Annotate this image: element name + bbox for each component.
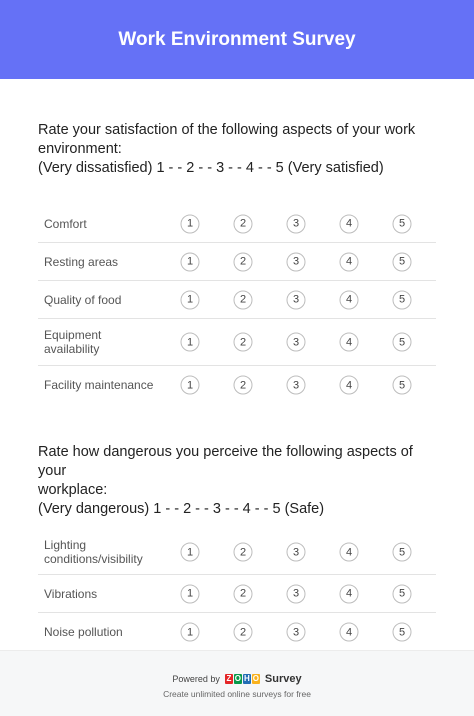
survey-header (0, 0, 474, 79)
matrix-row-equipment-availability (38, 319, 436, 366)
rating-option-4[interactable]: 4 (340, 333, 359, 352)
row-label-line: Comfort (44, 216, 87, 231)
row-label (38, 217, 178, 231)
rating-option-3[interactable]: 3 (287, 333, 306, 352)
zoho-logo (225, 674, 260, 684)
rating-option-5[interactable]: 5 (393, 252, 412, 271)
rating-option-5[interactable]: 5 (393, 376, 412, 395)
rating-option-5[interactable]: 5 (393, 333, 412, 352)
question-1-line-3: (Very dissatisfied) 1 - - 2 - - 3 - - 4 - - 5 (Very satisfied) (38, 160, 384, 176)
row-label-line: Lighting (44, 538, 87, 552)
rating-option-2[interactable]: 2 (234, 376, 253, 395)
footer-tagline[interactable]: Create unlimited online surveys for free (163, 689, 311, 699)
rating-option-4[interactable]: 4 (340, 623, 359, 642)
rating-option-1[interactable]: 1 (181, 252, 200, 271)
survey-title: Work Environment Survey (118, 28, 356, 50)
rating-option-1[interactable]: 1 (181, 333, 200, 352)
row-label-line: conditions/visibility (44, 552, 143, 566)
rating-option-3[interactable]: 3 (287, 584, 306, 603)
rating-option-5[interactable]: 5 (393, 214, 412, 233)
row-label (38, 293, 178, 307)
rating-option-3[interactable]: 3 (287, 214, 306, 233)
rating-option-3[interactable]: 3 (287, 252, 306, 271)
rating-option-1[interactable]: 1 (181, 623, 200, 642)
rating-option-4[interactable]: 4 (340, 290, 359, 309)
question-2-line-2: workplace: (38, 482, 108, 498)
matrix-row-lighting-conditions (38, 530, 436, 575)
zoho-logo-letter: O (234, 674, 242, 683)
survey-footer (0, 650, 474, 716)
row-label-line: Resting areas (44, 254, 119, 269)
rating-option-1[interactable]: 1 (181, 584, 200, 603)
question-1-line-2: environment: (38, 141, 122, 157)
rating-option-3[interactable]: 3 (287, 376, 306, 395)
rating-option-5[interactable]: 5 (393, 543, 412, 562)
row-label (38, 255, 178, 269)
row-label-line: Vibrations (44, 586, 98, 601)
rating-option-4[interactable]: 4 (340, 543, 359, 562)
row-label-line: Facility maintenance (44, 378, 154, 392)
rating-option-2[interactable]: 2 (234, 623, 253, 642)
rating-option-2[interactable]: 2 (234, 333, 253, 352)
rating-option-2[interactable]: 2 (234, 252, 253, 271)
matrix-row-noise-pollution (38, 613, 436, 651)
row-label (38, 625, 178, 639)
row-label (38, 538, 178, 566)
rating-option-3[interactable]: 3 (287, 290, 306, 309)
question-2-matrix (38, 530, 436, 651)
rating-option-3[interactable]: 3 (287, 623, 306, 642)
question-1-line-1: Rate your satisfaction of the following aspects of your work (38, 122, 416, 138)
row-label-line: Quality of food (44, 292, 122, 307)
rating-option-4[interactable]: 4 (340, 376, 359, 395)
rating-option-4[interactable]: 4 (340, 214, 359, 233)
rating-option-1[interactable]: 1 (181, 543, 200, 562)
matrix-row-facility-maintenance (38, 366, 436, 404)
rating-option-2[interactable]: 2 (234, 584, 253, 603)
rating-option-4[interactable]: 4 (340, 252, 359, 271)
matrix-row-comfort (38, 205, 436, 243)
zoho-logo-letter: H (244, 674, 250, 683)
rating-option-5[interactable]: 5 (393, 290, 412, 309)
rating-option-1[interactable]: 1 (181, 214, 200, 233)
row-label (38, 587, 178, 601)
matrix-row-quality-of-food (38, 281, 436, 319)
survey-brand-word: Survey (264, 673, 302, 685)
question-1-text (38, 121, 438, 178)
rating-option-4[interactable]: 4 (340, 584, 359, 603)
question-2-line-3: (Very dangerous) 1 - - 2 - - 3 - - 4 - - 5 (Safe) (38, 501, 325, 517)
row-label (38, 328, 178, 356)
rating-option-2[interactable]: 2 (234, 214, 253, 233)
rating-option-2[interactable]: 2 (234, 290, 253, 309)
question-2-line-1: Rate how dangerous you perceive the following aspects of your (38, 444, 413, 479)
rating-option-1[interactable]: 1 (181, 376, 200, 395)
powered-by-line[interactable] (0, 673, 474, 685)
row-label-line: Equipment (44, 328, 102, 342)
zoho-logo-letter: O (252, 674, 260, 683)
rating-option-5[interactable]: 5 (393, 623, 412, 642)
powered-by-text: Powered by (172, 674, 220, 684)
question-1-matrix (38, 205, 436, 404)
zoho-logo-letter: Z (226, 674, 232, 683)
rating-option-2[interactable]: 2 (234, 543, 253, 562)
row-label-line: availability (44, 342, 100, 356)
rating-option-5[interactable]: 5 (393, 584, 412, 603)
rating-option-1[interactable]: 1 (181, 290, 200, 309)
matrix-row-vibrations (38, 575, 436, 613)
matrix-row-resting-areas (38, 243, 436, 281)
row-label (38, 378, 178, 392)
row-label-line: Noise pollution (44, 625, 123, 639)
question-2-text (38, 443, 438, 519)
rating-option-3[interactable]: 3 (287, 543, 306, 562)
